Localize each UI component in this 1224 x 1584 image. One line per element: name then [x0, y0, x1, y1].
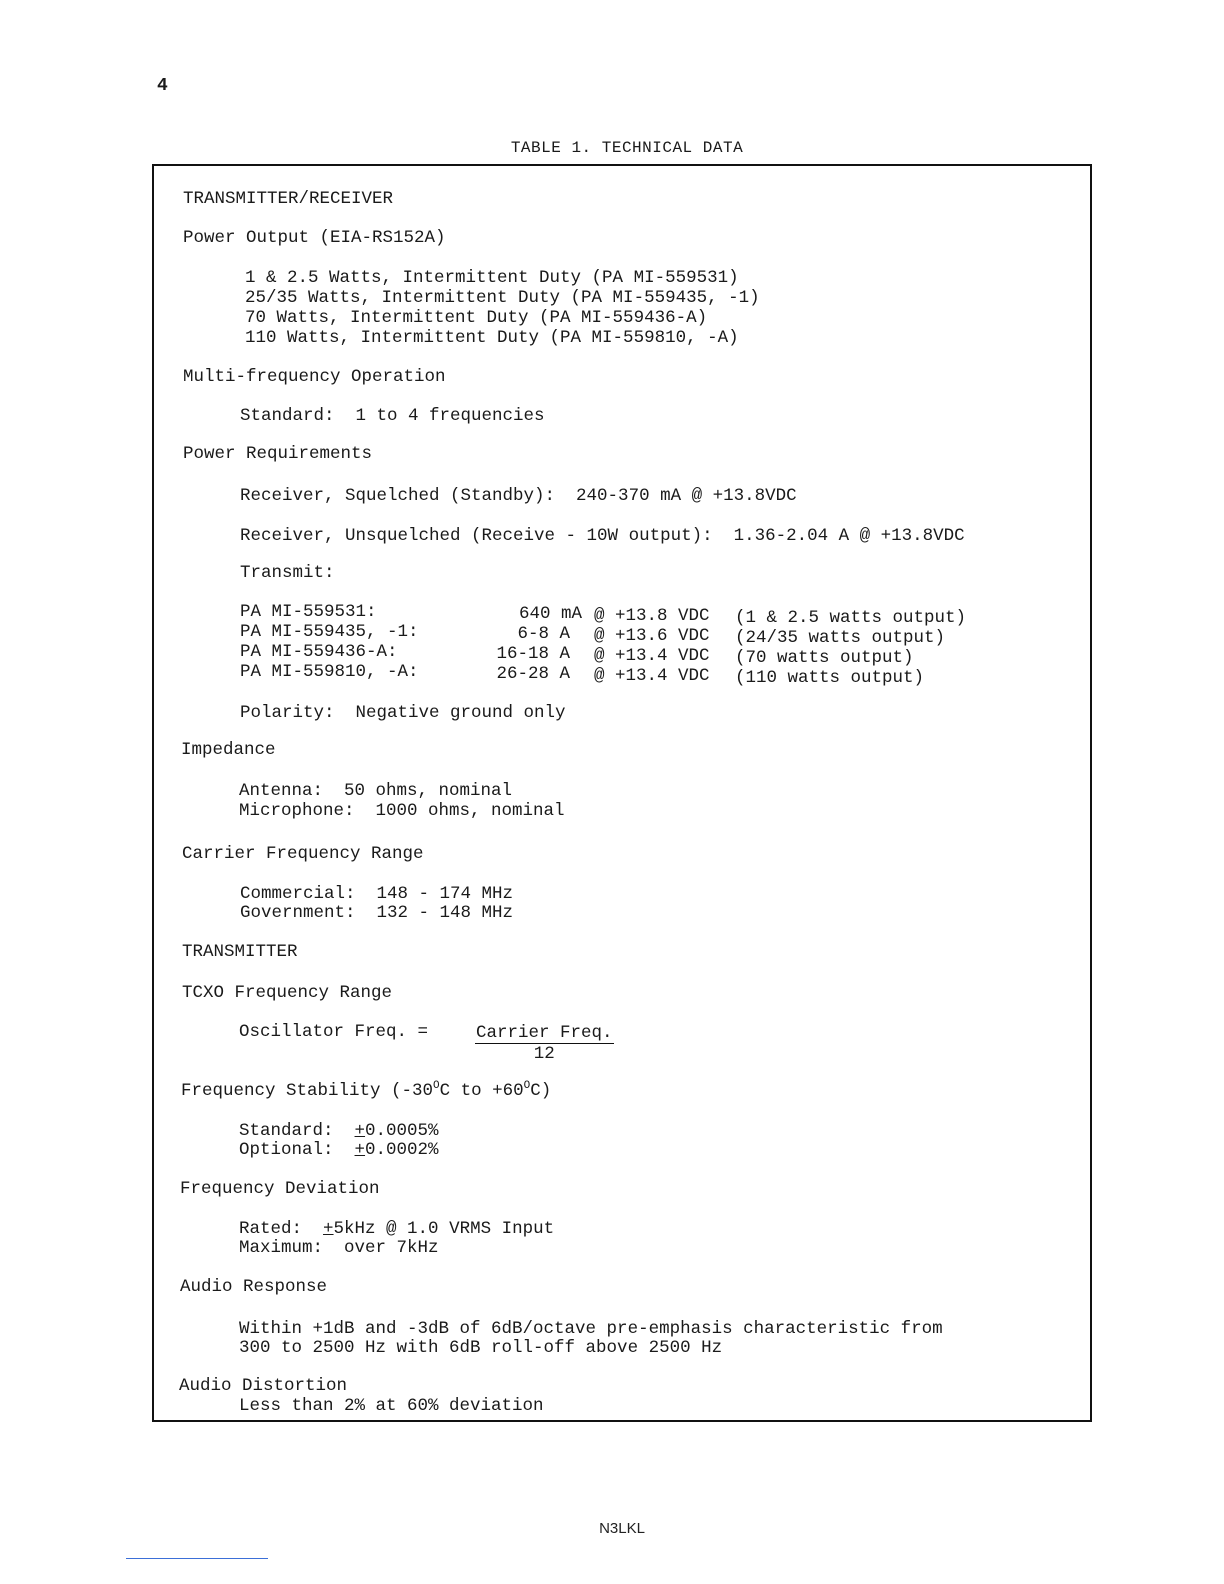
power-output-line: 70 Watts, Intermittent Duty (PA MI-559436-A) — [245, 308, 708, 328]
power-output-line: 110 Watts, Intermittent Duty (PA MI-559810, -A) — [245, 328, 739, 348]
pa-voltage: @ +13.6 VDC — [594, 626, 710, 646]
audio-distortion-label: Audio Distortion — [179, 1376, 348, 1396]
pa-note: (1 & 2.5 watts output) — [735, 608, 967, 628]
impedance-antenna: Antenna: 50 ohms, nominal — [239, 781, 513, 801]
stability-standard — [239, 1121, 439, 1141]
carrier-frequency-label: Carrier Frequency Range — [182, 844, 424, 864]
impedance-label: Impedance — [181, 740, 276, 760]
carrier-commercial: Commercial: 148 - 174 MHz — [240, 884, 514, 904]
deviation-maximum: Maximum: over 7kHz — [239, 1238, 439, 1258]
plus-minus-sign: + — [323, 1219, 334, 1239]
deviation-rated-label: Rated: — [239, 1219, 303, 1239]
carrier-government: Government: 132 - 148 MHz — [240, 903, 514, 923]
fraction-denominator: 12 — [533, 1044, 555, 1064]
audio-distortion-line: Less than 2% at 60% deviation — [239, 1396, 544, 1416]
stability-standard-label: Standard: — [239, 1121, 334, 1141]
pa-current: 6-8 A — [517, 624, 570, 644]
stability-optional-value: 0.0002% — [365, 1140, 439, 1160]
pa-note: (70 watts output) — [735, 648, 914, 668]
oscillator-formula-prefix: Oscillator Freq. = — [239, 1022, 429, 1042]
stability-optional — [239, 1140, 439, 1160]
tcxo-label: TCXO Frequency Range — [182, 983, 393, 1003]
deviation-rated — [239, 1219, 554, 1239]
degree-mark: O — [433, 1080, 440, 1093]
pa-model: PA MI-559435, -1: — [240, 622, 419, 642]
pa-model: PA MI-559531: — [240, 602, 377, 622]
fraction-numerator: Carrier Freq. — [476, 1023, 613, 1043]
pa-current: 640 mA — [518, 604, 582, 624]
frequency-deviation-label: Frequency Deviation — [180, 1179, 380, 1199]
impedance-microphone: Microphone: 1000 ohms, nominal — [239, 801, 565, 821]
stability-label-part: C) — [530, 1081, 552, 1101]
power-output-line: 25/35 Watts, Intermittent Duty (PA MI-559435, -1) — [245, 288, 760, 308]
pa-current: 26-28 A — [496, 664, 570, 684]
page-number: 4 — [157, 76, 168, 96]
power-output-line: 1 & 2.5 Watts, Intermittent Duty (PA MI-559531) — [245, 268, 739, 288]
receiver-unsquelched: Receiver, Unsquelched (Receive - 10W output): 1.36-2.04 A @ +13.8VDC — [240, 526, 965, 546]
degree-mark: O — [523, 1080, 531, 1093]
receiver-squelched: Receiver, Squelched (Standby): 240-370 mA @ +13.8VDC — [240, 486, 797, 506]
pa-current: 16-18 A — [496, 644, 570, 664]
plus-minus-sign: + — [354, 1140, 366, 1160]
plus-minus-sign: + — [354, 1121, 366, 1141]
power-output-label: Power Output (EIA-RS152A) — [183, 228, 446, 248]
pa-voltage: @ +13.8 VDC — [594, 606, 710, 626]
pa-voltage: @ +13.4 VDC — [594, 646, 710, 666]
deviation-rated-value: 5kHz @ 1.0 VRMS Input — [333, 1219, 555, 1239]
polarity: Polarity: Negative ground only — [240, 703, 566, 723]
stability-optional-label: Optional: — [239, 1140, 334, 1160]
transmit-label: Transmit: — [240, 563, 335, 583]
stability-label-part: C to +60 — [439, 1081, 524, 1101]
oscillator-formula-fraction — [475, 1023, 614, 1064]
pa-note: (110 watts output) — [735, 668, 925, 688]
frequency-stability-label — [181, 1081, 551, 1101]
multi-frequency-label: Multi-frequency Operation — [183, 367, 446, 387]
stability-standard-value: 0.0005% — [365, 1121, 439, 1141]
multi-frequency-standard: Standard: 1 to 4 frequencies — [240, 406, 545, 426]
table-title: TABLE 1. TECHNICAL DATA — [510, 139, 744, 157]
audio-response-label: Audio Response — [180, 1277, 328, 1297]
footer-callsign: N3LKL — [599, 1520, 645, 1537]
audio-response-line: Within +1dB and -3dB of 6dB/octave pre-emphasis characteristic from — [239, 1319, 943, 1339]
footer-rule — [126, 1558, 268, 1559]
section-header-transmitter-receiver: TRANSMITTER/RECEIVER — [183, 189, 394, 209]
section-header-transmitter: TRANSMITTER — [182, 942, 298, 962]
power-requirements-label: Power Requirements — [183, 444, 373, 464]
audio-response-line: 300 to 2500 Hz with 6dB roll-off above 2500 Hz — [239, 1338, 723, 1358]
pa-voltage: @ +13.4 VDC — [594, 666, 710, 686]
pa-model: PA MI-559436-A: — [240, 642, 398, 662]
pa-note: (24/35 watts output) — [735, 628, 946, 648]
stability-label-part: Frequency Stability (-30 — [181, 1081, 434, 1101]
pa-model: PA MI-559810, -A: — [240, 662, 419, 682]
